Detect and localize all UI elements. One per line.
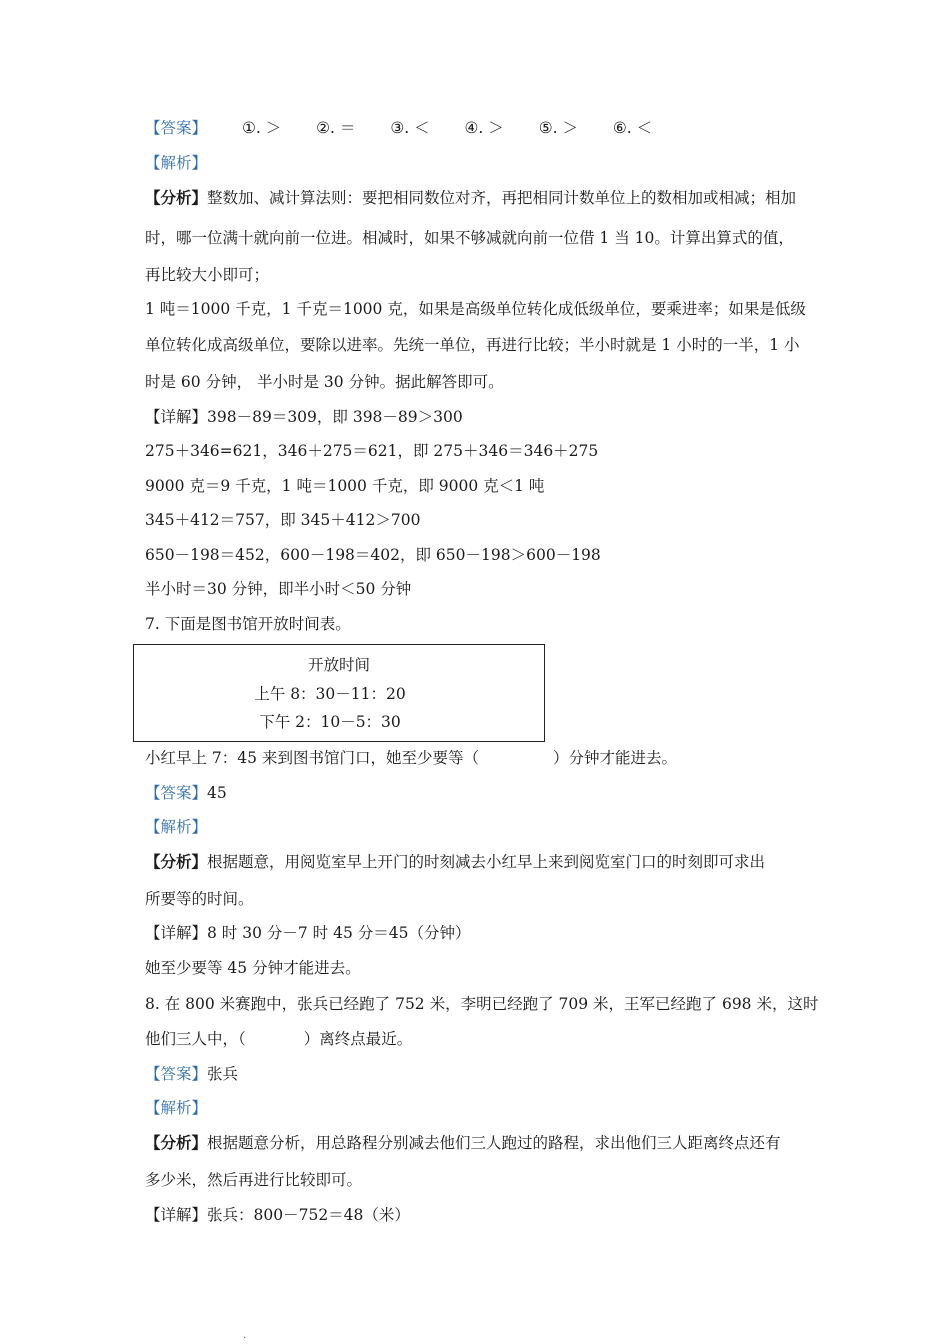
q7-fenxi-1 <box>145 852 765 872</box>
q6-answer-4: ④. ＞ <box>464 119 504 137</box>
q8-detail-1 <box>145 1205 410 1225</box>
q6-detail-2: 275＋346=621，346＋275＝621，即 275＋346＝346＋275 <box>145 442 599 460</box>
q6-answer-3: ③. ＜ <box>390 119 430 137</box>
q8-question-part2: ）离终点最近。 <box>303 1030 413 1048</box>
q7-analysis-label: 【解析】 <box>145 818 208 836</box>
footer-mark: . <box>243 1330 247 1341</box>
q8-fenxi-1 <box>145 1133 781 1153</box>
q6-answer-label: 【答案】 <box>145 119 208 137</box>
q7-question-part1: 小红早上 7：45 来到图书馆门口，她至少要等（ <box>145 749 479 767</box>
table-title: 开放时间 <box>307 656 370 674</box>
q8-question-1: 8. 在 800 米赛跑中，张兵已经跑了 752 米，李明已经跑了 709 米，王军已经跑了 698 米，这时 <box>145 995 819 1013</box>
q7-question: 7. 下面是图书馆开放时间表。 <box>145 615 351 633</box>
q6-detail-4: 345＋412＝757，即 345＋412＞700 <box>145 511 421 529</box>
q8-answer: 张兵 <box>207 1065 239 1083</box>
q6-answer-5: ⑤. ＞ <box>538 119 578 137</box>
q6-answer-row <box>145 118 652 138</box>
q7-detail-2: 她至少要等 45 分钟才能进去。 <box>145 959 361 977</box>
q7-detail-1 <box>145 923 470 943</box>
q6-answer-items <box>212 119 652 137</box>
q8-question-part1: 他们三人中，（ <box>145 1030 246 1048</box>
q7-fenxi-2: 所要等的时间。 <box>145 890 254 908</box>
q6-detail-5: 650－198＝452，600－198＝402，即 650－198＞600－198 <box>145 546 601 564</box>
q6-answer-1: ①. ＞ <box>241 119 282 137</box>
q8-detail-text-1: 张兵：800－752＝48（米） <box>207 1206 410 1224</box>
q7-detail-label: 【详解】 <box>145 924 208 942</box>
q6-fenxi-5: 单位转化成高级单位，要除以进率。先统一单位，再进行比较；半小时就是 1 小时的一半，1 小 <box>145 336 800 354</box>
q6-fenxi-label: 【分析】 <box>145 188 208 207</box>
q6-detail-text-1: 398－89＝309，即 398－89＞300 <box>207 408 463 426</box>
q6-detail-label: 【详解】 <box>145 408 208 426</box>
q6-fenxi-6: 时是 60 分钟， 半小时是 30 分钟。据此解答即可。 <box>145 373 504 391</box>
q8-detail-label: 【详解】 <box>145 1206 208 1224</box>
q6-detail-3: 9000 克＝9 千克，1 吨＝1000 千克，即 9000 克＜1 吨 <box>145 477 545 495</box>
q7-fenxi-label: 【分析】 <box>145 852 208 871</box>
q8-fenxi-label: 【分析】 <box>145 1133 208 1152</box>
q6-detail-1 <box>145 407 463 427</box>
q8-analysis-label: 【解析】 <box>145 1099 208 1117</box>
opening-hours-table <box>133 644 545 742</box>
table-am-hours: 上午 8：30－11：20 <box>254 685 406 703</box>
q6-answer-2: ②. ＝ <box>316 119 356 137</box>
q7-answer-label: 【答案】 <box>145 784 208 802</box>
q7-detail-text-1: 8 时 30 分－7 时 45 分＝45（分钟） <box>207 924 471 942</box>
table-pm-hours: 下午 2：10－5：30 <box>259 713 401 731</box>
q6-fenxi-2: 时，哪一位满十就向前一位进。相减时，如果不够减就向前一位借 1 当 10。计算出算式的值， <box>145 229 794 247</box>
q6-fenxi-text-1: 整数加、减计算法则：要把相同数位对齐，再把相同计数单位上的数相加或相减；相加 <box>207 189 797 207</box>
q7-question-line <box>145 748 677 768</box>
q6-fenxi-3: 再比较大小即可； <box>145 266 270 284</box>
q6-analysis-label: 【解析】 <box>145 154 208 172</box>
q6-fenxi-1 <box>145 188 796 208</box>
q8-question-2 <box>145 1029 412 1049</box>
q6-fenxi-4: 1 吨＝1000 千克，1 千克＝1000 克，如果是高级单位转化成低级单位，要乘进率；如果是低级 <box>145 300 806 318</box>
q7-fenxi-text-1: 根据题意，用阅览室早上开门的时刻减去小红早上来到阅览室门口的时刻即可求出 <box>207 853 766 871</box>
q6-answer-6: ⑥. ＜ <box>612 119 653 137</box>
q8-answer-row <box>145 1064 238 1084</box>
q8-fenxi-2: 多少米，然后再进行比较即可。 <box>145 1171 363 1189</box>
q7-answer: 45 <box>207 784 227 802</box>
q7-question-part2: ）分钟才能进去。 <box>552 749 677 767</box>
q8-fenxi-text-1: 根据题意分析，用总路程分别减去他们三人跑过的路程，求出他们三人距离终点还有 <box>207 1134 781 1152</box>
q6-detail-6: 半小时＝30 分钟，即半小时＜50 分钟 <box>145 580 412 598</box>
q8-answer-label: 【答案】 <box>145 1065 208 1083</box>
q7-answer-row <box>145 783 227 803</box>
